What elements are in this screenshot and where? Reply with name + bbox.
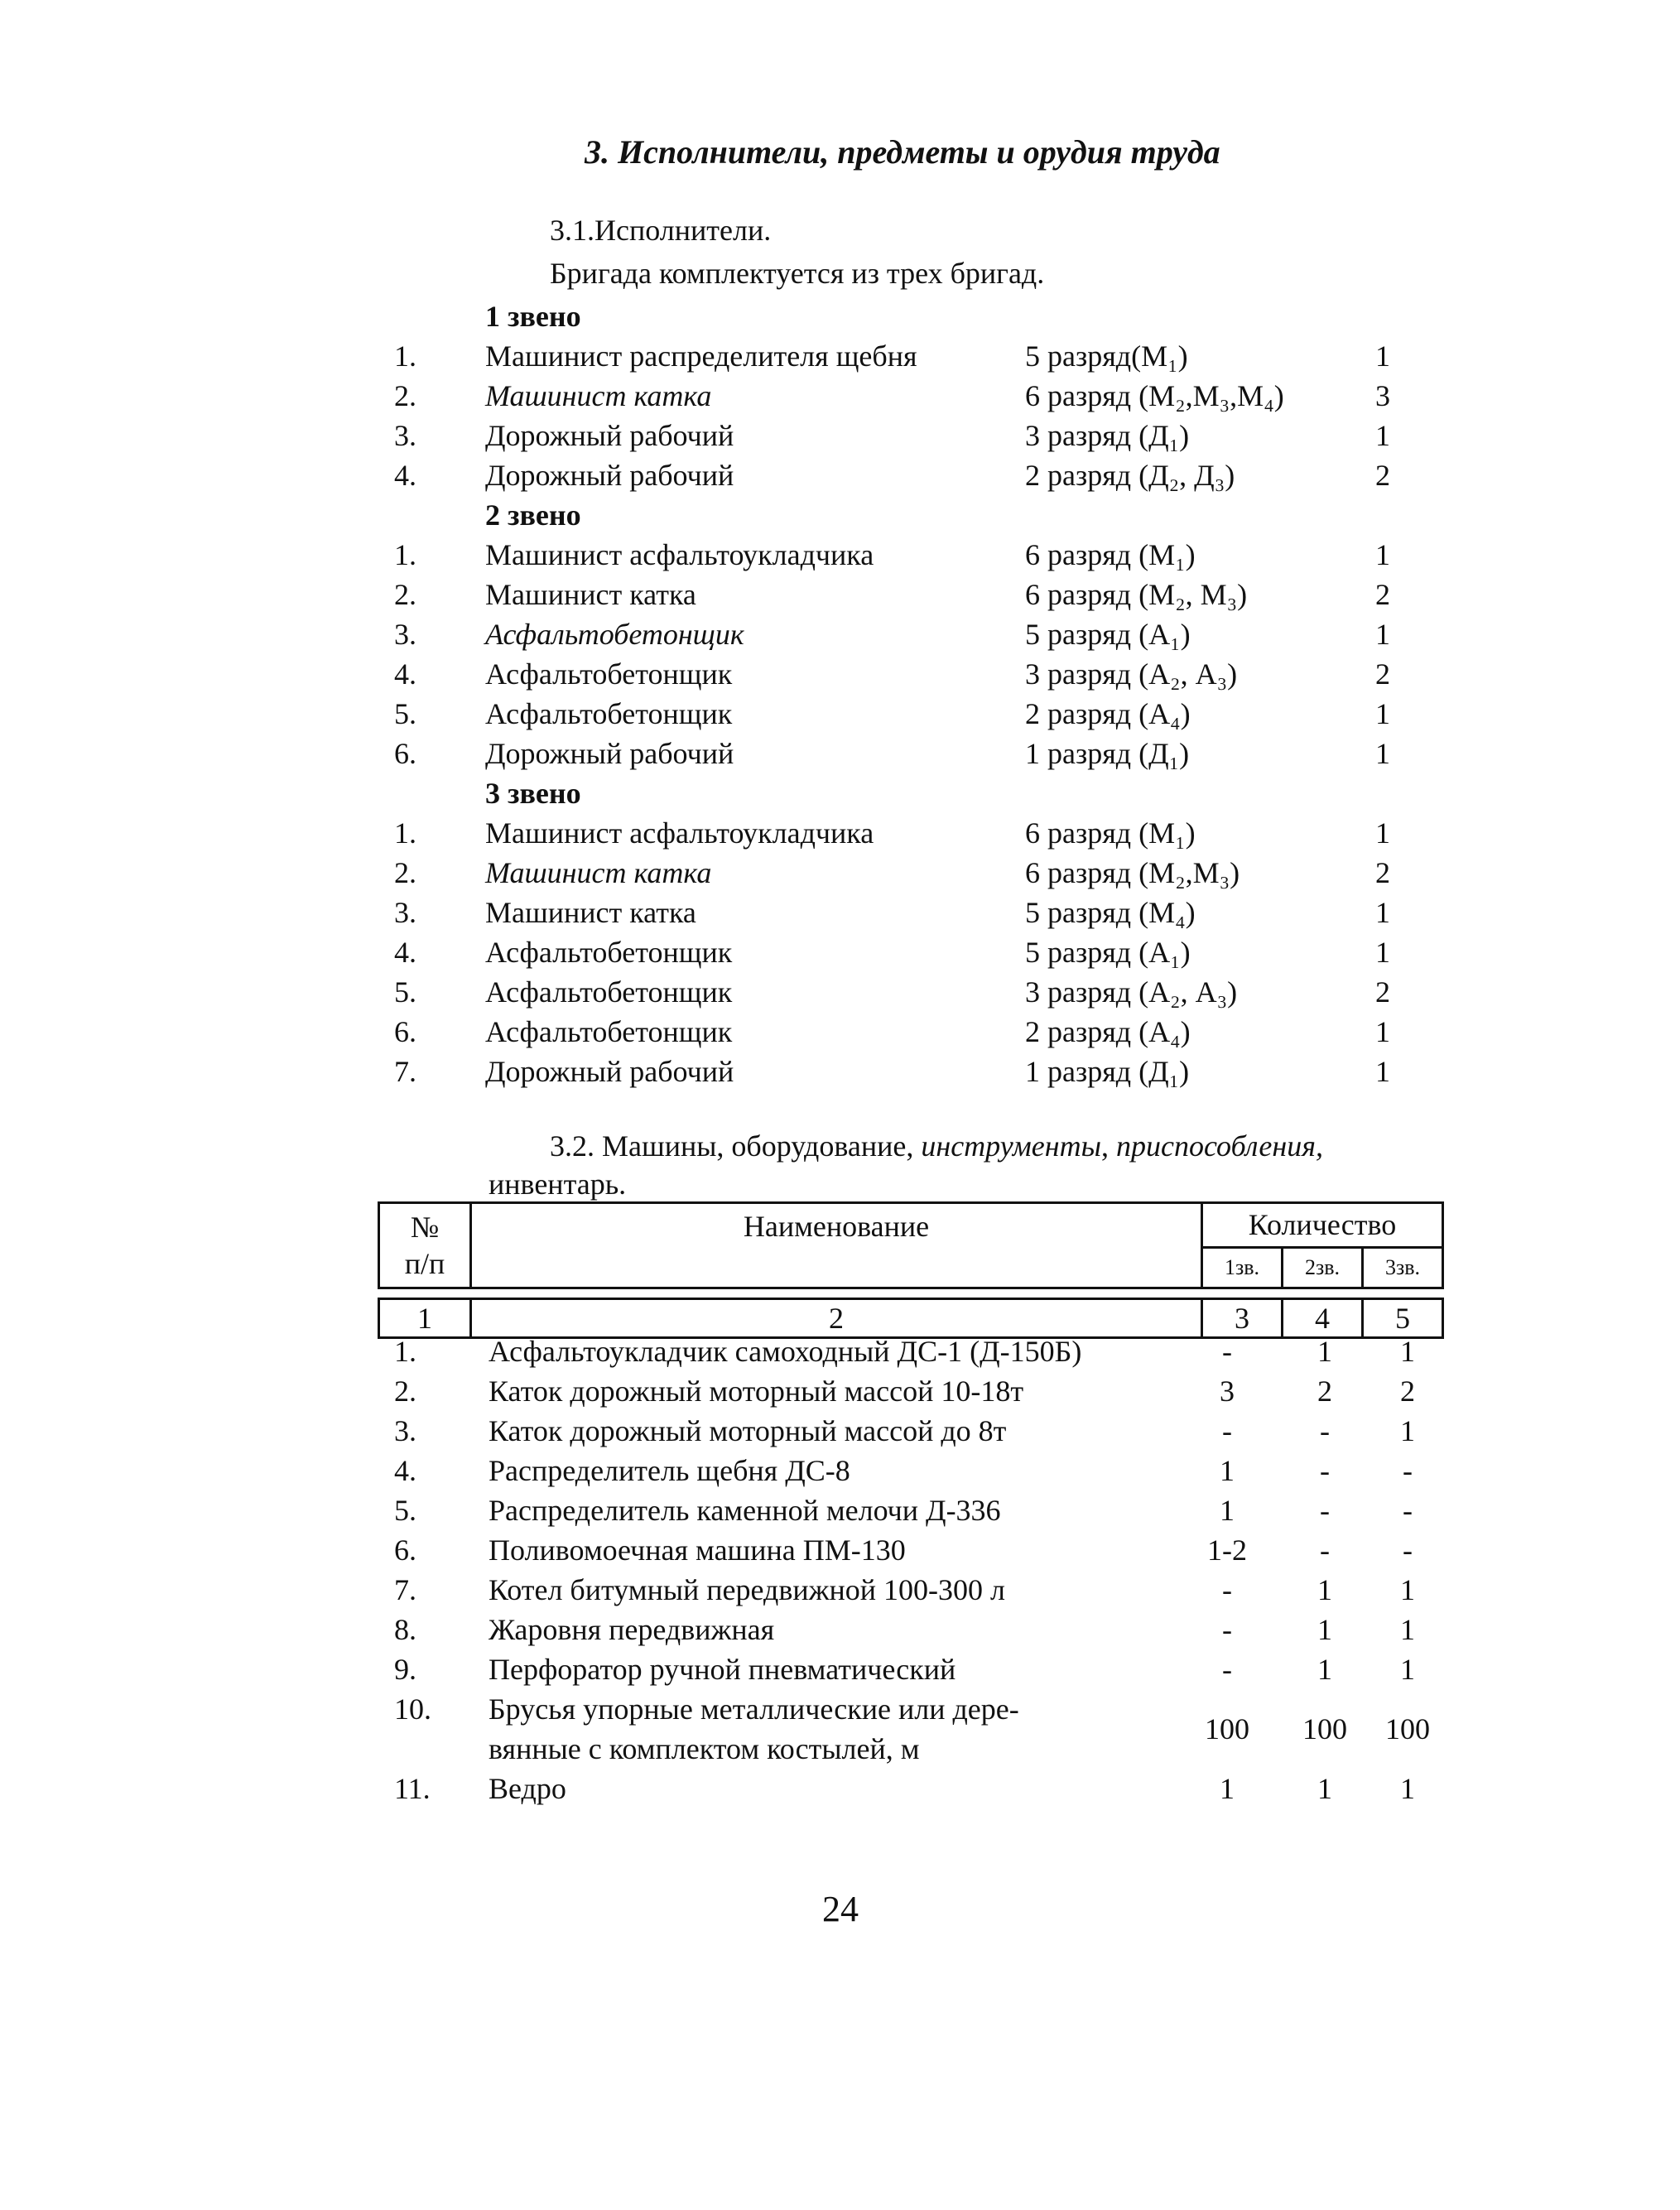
staff-count: 1 <box>1375 936 1390 969</box>
index-cell: 2 <box>471 1299 1202 1338</box>
staff-role: Асфальтобетонщик <box>485 975 733 1009</box>
equipment-qty-crew3: 1 <box>1400 1613 1415 1646</box>
equipment-qty-crew2: 1 <box>1317 1653 1332 1686</box>
heading-part-italic: инструменты <box>921 1129 1101 1163</box>
equipment-row-number: 1. <box>394 1335 416 1368</box>
header-sub-3: 3зв. <box>1363 1247 1443 1288</box>
equipment-name-line: Брусья упорные металлические или дере- <box>489 1692 1019 1726</box>
equipment-qty-crew2: 1 <box>1317 1772 1332 1805</box>
staff-row-number: 3. <box>394 896 416 929</box>
staff-row-number: 6. <box>394 1015 416 1048</box>
staff-row-number: 5. <box>394 975 416 1009</box>
staff-count: 1 <box>1375 339 1390 373</box>
equipment-qty-crew1: - <box>1222 1335 1232 1368</box>
index-cell: 5 <box>1363 1299 1443 1338</box>
equipment-name: Каток дорожный моторный массой до 8т <box>489 1414 1007 1447</box>
equipment-row-number: 11. <box>394 1772 431 1805</box>
staff-role: Машинист асфальтоукладчика <box>485 538 874 571</box>
equipment-name: Ведро <box>489 1772 566 1805</box>
heading-part: , <box>1100 1129 1116 1163</box>
staff-count: 2 <box>1375 578 1390 611</box>
equipment-qty-crew1: 1 <box>1220 1772 1235 1805</box>
equipment-qty-crew1: - <box>1222 1414 1232 1447</box>
equipment-name: Перфоратор ручной пневматический <box>489 1653 956 1686</box>
staff-grade: 5 разряд (А₁) <box>1025 618 1191 651</box>
staff-grade: 2 разряд (Д₂, Д₃) <box>1025 459 1235 492</box>
heading-part-italic: приспособления, <box>1115 1129 1323 1163</box>
staff-row-number: 3. <box>394 618 416 651</box>
staff-count: 1 <box>1375 538 1390 571</box>
equipment-qty-crew3: 1 <box>1400 1414 1415 1447</box>
staff-row-number: 3. <box>394 419 416 452</box>
staff-row-number: 1. <box>394 538 416 571</box>
staff-count: 1 <box>1375 896 1390 929</box>
equipment-row-number: 3. <box>394 1414 416 1447</box>
header-number-pp: п/п <box>404 1247 445 1280</box>
staff-row-number: 1. <box>394 816 416 850</box>
staff-row-number: 4. <box>394 459 416 492</box>
staff-row-number: 2. <box>394 379 416 412</box>
staff-grade: 1 разряд (Д₁) <box>1025 1055 1190 1088</box>
equipment-row-number: 8. <box>394 1613 416 1646</box>
equipment-name: Поливомоечная машина ПМ-130 <box>489 1534 906 1567</box>
staff-role: Машинист распределителя щебня <box>485 339 917 373</box>
staff-role: Машинист катка <box>485 578 696 611</box>
staff-role: Машинист асфальтоукладчика <box>485 816 874 850</box>
equipment-name: Котел битумный передвижной 100-300 л <box>489 1573 1005 1606</box>
staff-role: Дорожный рабочий <box>485 737 734 770</box>
subsection-32-heading <box>550 1126 1323 1166</box>
equipment-name: Каток дорожный моторный массой 10-18т <box>489 1375 1024 1408</box>
staff-row-number: 2. <box>394 856 416 889</box>
equipment-qty-crew3: 1 <box>1400 1772 1415 1805</box>
staff-row-number: 4. <box>394 657 416 691</box>
equipment-table-header <box>378 1201 1444 1339</box>
equipment-qty-crew1: 1 <box>1220 1454 1235 1487</box>
header-spacer <box>379 1288 1443 1299</box>
staff-row-number: 2. <box>394 578 416 611</box>
header-sub-1: 1зв. <box>1202 1247 1283 1288</box>
page-number: 24 <box>822 1889 859 1929</box>
staff-role: Машинист катка <box>485 856 712 889</box>
staff-row-number: 1. <box>394 339 416 373</box>
section-title: 3. Исполнители, предметы и орудия труда <box>585 133 1220 171</box>
staff-grade: 3 разряд (А₂, А₃) <box>1025 975 1238 1009</box>
header-col-name: Наименование <box>471 1203 1202 1288</box>
subsection-32-heading-line2: инвентарь. <box>489 1168 627 1201</box>
staff-grade: 2 разряд (А₄) <box>1025 1015 1191 1048</box>
subsection-31-heading: 3.1.Исполнители. <box>550 214 772 247</box>
equipment-qty-crew3: 2 <box>1400 1375 1415 1408</box>
header-col-quantity: Количество <box>1202 1203 1443 1248</box>
equipment-name: Жаровня передвижная <box>489 1613 775 1646</box>
staff-role: Машинист катка <box>485 379 712 412</box>
staff-grade: 2 разряд (А₄) <box>1025 697 1191 730</box>
staff-role: Дорожный рабочий <box>485 1055 734 1088</box>
equipment-qty-crew3: 1 <box>1400 1573 1415 1606</box>
staff-count: 1 <box>1375 1055 1390 1088</box>
equipment-qty-crew2: 1 <box>1317 1613 1332 1646</box>
equipment-row-number: 4. <box>394 1454 416 1487</box>
staff-count: 2 <box>1375 856 1390 889</box>
equipment-row-number: 2. <box>394 1375 416 1408</box>
equipment-qty-crew3: - <box>1403 1454 1413 1487</box>
index-cell: 3 <box>1202 1299 1283 1338</box>
staff-grade: 6 разряд (М₁) <box>1025 538 1196 571</box>
index-cell: 4 <box>1283 1299 1363 1338</box>
equipment-qty-crew3: - <box>1403 1494 1413 1527</box>
staff-count: 1 <box>1375 618 1390 651</box>
equipment-qty-crew3: 1 <box>1400 1653 1415 1686</box>
staff-grade: 3 разряд (А₂, А₃) <box>1025 657 1238 691</box>
equipment-name: Распределитель каменной мелочи Д-336 <box>489 1494 1001 1527</box>
staff-role: Асфальтобетонщик <box>485 618 744 651</box>
equipment-name-line: вянные с комплектом костылей, м <box>489 1732 920 1765</box>
staff-count: 2 <box>1375 459 1390 492</box>
staff-grade: 3 разряд (Д₁) <box>1025 419 1190 452</box>
equipment-qty-crew2: 1 <box>1317 1573 1332 1606</box>
crew-group-heading: 2 звено <box>485 498 581 532</box>
equipment-qty-crew2: - <box>1320 1534 1330 1567</box>
staff-count: 2 <box>1375 657 1390 691</box>
staff-role: Дорожный рабочий <box>485 459 734 492</box>
equipment-qty-crew3: 100 <box>1385 1712 1430 1745</box>
equipment-name: Распределитель щебня ДС-8 <box>489 1454 850 1487</box>
staff-grade: 6 разряд (М₂,М₃,М₄) <box>1025 379 1284 412</box>
staff-role: Асфальтобетонщик <box>485 1015 733 1048</box>
staff-row-number: 7. <box>394 1055 416 1088</box>
staff-count: 1 <box>1375 1015 1390 1048</box>
equipment-qty-crew2: 1 <box>1317 1335 1332 1368</box>
equipment-qty-crew2: - <box>1320 1454 1330 1487</box>
equipment-qty-crew1: - <box>1222 1613 1232 1646</box>
equipment-qty-crew2: - <box>1320 1494 1330 1527</box>
staff-role: Асфальтобетонщик <box>485 657 733 691</box>
equipment-qty-crew1: 1 <box>1220 1494 1235 1527</box>
staff-role: Дорожный рабочий <box>485 419 734 452</box>
header-number-sign: № <box>410 1211 440 1244</box>
staff-row-number: 4. <box>394 936 416 969</box>
equipment-row-number: 9. <box>394 1653 416 1686</box>
equipment-qty-crew3: - <box>1403 1534 1413 1567</box>
staff-grade: 5 разряд (М₄) <box>1025 896 1196 929</box>
staff-grade: 5 разряд(М₁) <box>1025 339 1188 373</box>
staff-row-number: 6. <box>394 737 416 770</box>
equipment-qty-crew2: 2 <box>1317 1375 1332 1408</box>
equipment-qty-crew2: - <box>1320 1414 1330 1447</box>
staff-role: Машинист катка <box>485 896 696 929</box>
staff-grade: 5 разряд (А₁) <box>1025 936 1191 969</box>
staff-role: Асфальтобетонщик <box>485 697 733 730</box>
equipment-name: Асфальтоукладчик самоходный ДС-1 (Д-150Б) <box>489 1335 1082 1368</box>
staff-count: 1 <box>1375 419 1390 452</box>
equipment-row-number: 7. <box>394 1573 416 1606</box>
crew-group-heading: 1 звено <box>485 300 581 333</box>
equipment-qty-crew1: 3 <box>1220 1375 1235 1408</box>
staff-grade: 6 разряд (М₂, М₃) <box>1025 578 1248 611</box>
staff-grade: 6 разряд (М₁) <box>1025 816 1196 850</box>
staff-grade: 6 разряд (М₂,М₃) <box>1025 856 1240 889</box>
equipment-qty-crew1: - <box>1222 1653 1232 1686</box>
staff-count: 1 <box>1375 697 1390 730</box>
equipment-qty-crew2: 100 <box>1302 1712 1347 1745</box>
staff-count: 2 <box>1375 975 1390 1009</box>
heading-part: 3.2. Машины, оборудование, <box>550 1129 922 1163</box>
staff-role: Асфальтобетонщик <box>485 936 733 969</box>
equipment-qty-crew1: 1-2 <box>1207 1534 1247 1567</box>
staff-count: 3 <box>1375 379 1390 412</box>
header-col-number <box>379 1203 471 1288</box>
index-cell: 1 <box>379 1299 471 1338</box>
brigade-intro: Бригада комплектуется из трех бригад. <box>550 257 1045 290</box>
equipment-row-number: 10. <box>394 1692 431 1726</box>
staff-count: 1 <box>1375 816 1390 850</box>
equipment-row-number: 5. <box>394 1494 416 1527</box>
equipment-qty-crew1: 100 <box>1205 1712 1249 1745</box>
equipment-row-number: 6. <box>394 1534 416 1567</box>
equipment-qty-crew1: - <box>1222 1573 1232 1606</box>
staff-row-number: 5. <box>394 697 416 730</box>
crew-group-heading: 3 звено <box>485 777 581 810</box>
staff-grade: 1 разряд (Д₁) <box>1025 737 1190 770</box>
header-sub-2: 2зв. <box>1283 1247 1363 1288</box>
staff-count: 1 <box>1375 737 1390 770</box>
equipment-qty-crew3: 1 <box>1400 1335 1415 1368</box>
